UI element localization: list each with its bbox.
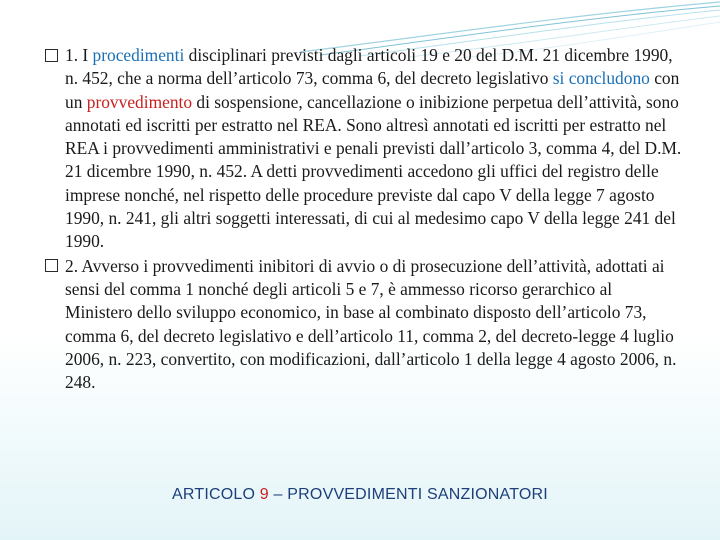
paragraph-1-text	[65, 45, 681, 251]
text-run: con un	[65, 68, 680, 112]
highlight-si-concludono: si concludono	[552, 68, 650, 89]
text-run: 2. Avverso i provvedimenti inibitori di avvio o di prosecuzione dell’attività, adottati ai sensi del comma 1 nonché degli articoli 5 e 7, è ammesso ricorso gerarchico al Ministero dello sviluppo economico, in base al combinato disposto dell’articolo 73, comma 6, del decreto legislativo e dell’articolo 11, comma 2, del decreto-legge 4 luglio 2006, n. 223, convertito, con modificazioni, dall’articolo 1 della legge 4 agosto 2006, n. 248.	[65, 255, 677, 393]
text-run: disciplinari previsti dagli articoli 19 e 20 del D.M. 21 dicembre 1990, n. 452, che a norma dell’articolo 73, comma 6, del decreto legislativo	[65, 45, 673, 89]
highlight-provvedimento: provvedimento	[86, 91, 193, 112]
text-run: 1. I	[65, 45, 93, 65]
square-bullet-icon	[44, 48, 58, 62]
footer-article-number: 9	[259, 486, 269, 503]
slide-footer-title	[0, 486, 720, 504]
footer-suffix: – PROVVEDIMENTI SANZIONATORI	[268, 486, 548, 503]
slide-body	[44, 44, 684, 395]
text-run: di sospensione, cancellazione o inibizione perpetua dell’attività, sono annotati ed iscritti per estratto nel REA. Sono altresì annotati ed iscritti per estratto nel REA i provvedimenti amministrativi e penali previsti dall’articolo 3, comma 4, del D.M. 21 dicembre 1990, n. 452. A detti provvedimenti accedono gli uffici del registro delle imprese nonché, nel rispetto delle procedure previste dal capo V della legge 7 agosto 1990, n. 241, gli altri soggetti interessati, di cui al medesimo capo V della legge 241 del 1990.	[65, 91, 682, 252]
highlight-procedimenti: procedimenti	[92, 45, 185, 65]
footer-prefix: ARTICOLO	[172, 486, 260, 503]
square-bullet-icon	[44, 259, 58, 273]
paragraph-2	[44, 255, 684, 395]
paragraph-2-text	[65, 256, 676, 392]
paragraph-1	[44, 44, 684, 254]
